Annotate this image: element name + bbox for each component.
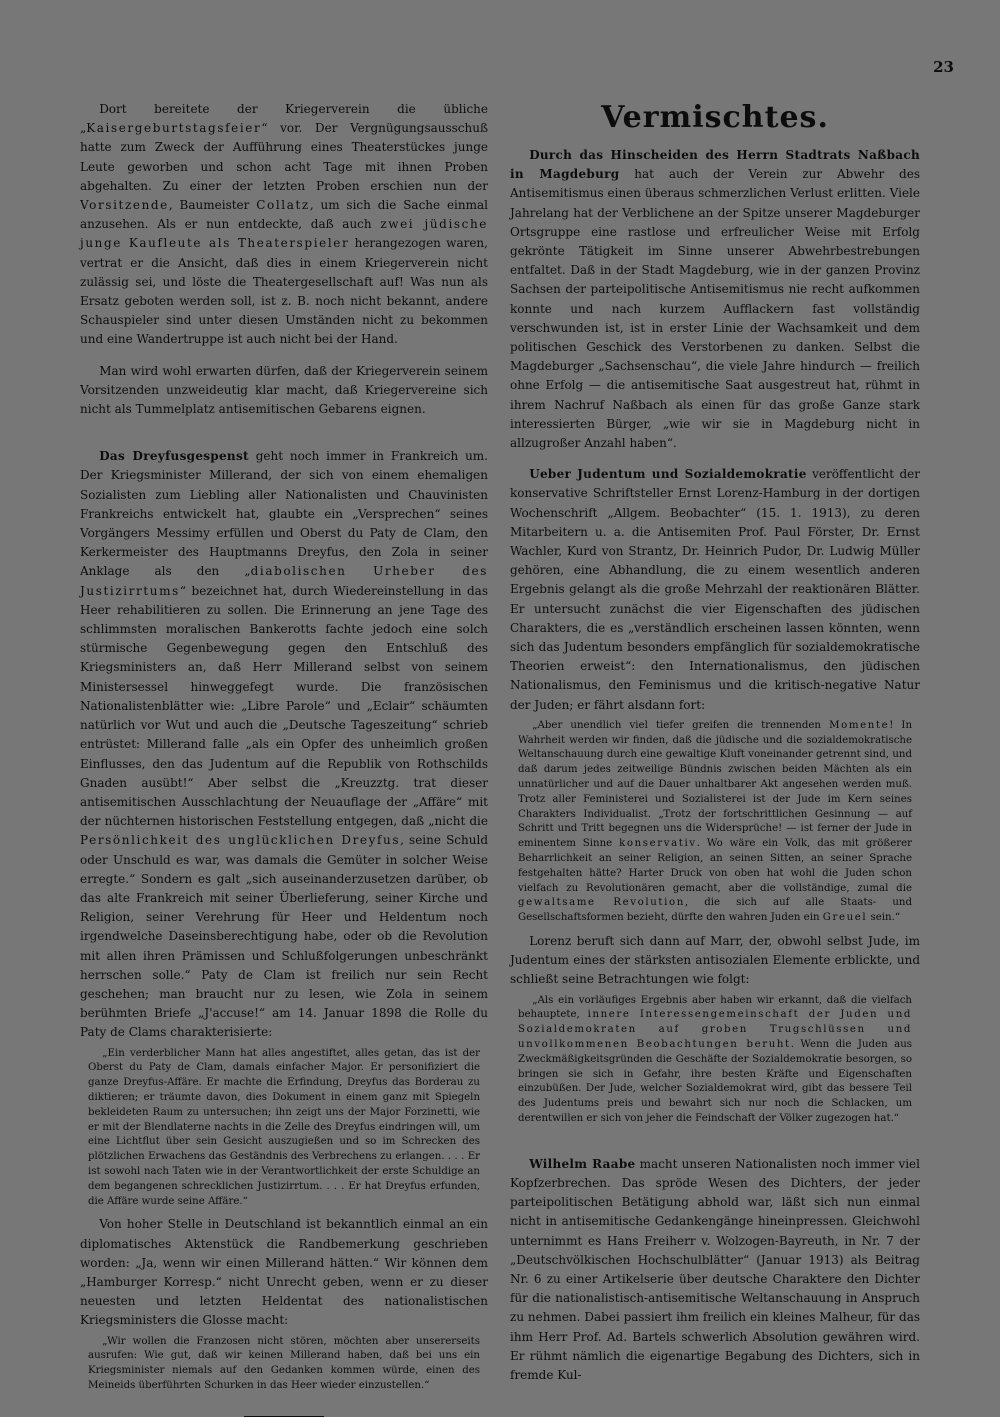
- emphasis-run: Greuel: [822, 912, 868, 924]
- text-run: , um sich die Sache einmal anzusehen. Als er nun entdeckte, daß auch: [80, 198, 488, 232]
- quote-lorenz-2: [518, 994, 912, 1127]
- emphasis-run: diabolischen Urheber des Justizirrtums: [80, 564, 489, 598]
- article-lead: Das Dreyfusgespenst: [99, 449, 249, 464]
- text-run: hat auch der Verein zur Abwehr des Antisemitismus einen überaus schmerzlichen Verlust erlitten. Viele Jahrelang hat der Verblichene an der Spitze unserer Magdeburger Ortsgruppe eine rastlose und erfreulicher Weise mit Erfolg gekrönte Tätigkeit im Sinne unserer Abwehrbestrebungen entfaltet. Daß in der Stadt Magdeburg, wie in der ganzen Provinz Sachsen der parteipolitische Antisemitismus nie recht aufkommen konnte und nach kurzem Aufflackern fast vollständig verschwunden ist, ist in erster Linie der Wachsamkeit und dem politischen Geschick des Verstorbenen zu danken. Selbst die Magdeburger „Sachsenschau“, die viele Jahre hindurch — freilich ohne Erfolg — die antisemitische Saat ausgestreut hat, rühmt in ihrem Nachruf Naßbach als einen für das große Ganze stark interessierten Bürger, „wie wir sie in Magdeburg nicht in allzugroßer Anzahl haben“.: [510, 167, 920, 451]
- paragraph-krieger-verein-conclusion: Man wird wohl erwarten dürfen, daß der Kriegerverein seinem Vorsitzenden unzweideutig klar macht, daß Kriegervereine sich nicht als Tummelplatz antisemitischen Gebarens eignen.: [80, 363, 488, 417]
- text-run: „Aber unendlich viel tiefer greifen die trennenden: [532, 719, 830, 731]
- emphasis-run: konservativ: [619, 838, 697, 850]
- paragraph-millerand: Von hoher Stelle in Deutschland ist bekanntlich einmal an ein diplomatisches Aktenstück die Randbemerkung geschrieben worden: „Ja, wenn wir einen Millerand hätten.“ Wir können dem „Hamburger Korresp.“ nicht Unrecht geben, wenn er zu dieser neuesten und letzten Heldentat des nationalistischen Kriegsministers die Glosse macht:: [80, 1217, 488, 1328]
- text-run: ! In Wahrheit werden wir finden, daß die jüdische und die sozialdemokratische Weltanschauung durch eine gewaltige Kluft voneinander getrennt sind, und daß darum jedes zeitweilige Bündnis zwischen beiden Mächten als ein unnatürlicher und auf die Dauer unhaltbarer Akt angesehen werden muß. Trotz aller Feministerei und Sozialisterei ist der Jude im Kern seines Charakters Individualist. „Trotz der fortschrittlichen Gesinnung — auf Schritt und Tritt begegnen uns die Widersprüche! — ist ferner der Jude in eminentem Sinne: [518, 719, 912, 850]
- text-run: veröffentlicht der konservative Schriftsteller Ernst Lorenz-Hamburg in der dortigen Wochenschrift „Allgem. Beobachter“ (15. 1. 1913), zu deren Mitarbeitern u. a. die Antisemiten Prof. Paul Förster, Dr. Ernst Wachler, Kurd von Strantz, Dr. Heinrich Pudor, Dr. Ludwig Müller gehören, eine Abhandlung, die zu einem wesentlich anderen Ergebnis gelangt als die große Mehrzahl der reaktionären Blätter. Er untersucht zunächst die vier Eigenschaften des jüdischen Charakters, die es „verständlich erscheinen lassen könnten, wenn sich das Judentum besonders empfänglich für sozialdemokratische Theorien erweist“: den Internationalismus, den jüdischen Nationalismus, den Feminismus und die kritisch-negative Natur der Juden; er fährt alsdann fort:: [510, 467, 920, 712]
- text-run: Dort bereitete der Kriegerverein die übliche „: [80, 102, 488, 136]
- text-run: „Als ein vorläufiges Ergebnis aber haben wir erkannt, daß die vielfach behauptete,: [518, 994, 912, 1021]
- paragraph-krieger-verein: [80, 100, 488, 350]
- text-run: herangezogen waren, vertrat er die Ansicht, daß dies in einem Kriegerverein nicht zulässig sei, und löste die Theatergesellschaft auf! Was nun als Ersatz geboten werden soll, ist z. B. noch nicht bekannt, andere Schauspieler sind unter diesen Umständen nicht zu bekommen und eine Wandertruppe ist auch nicht bei der Hand.: [80, 236, 488, 347]
- quote-zola: „Ein verderblicher Mann hat alles angestiftet, alles getan, das ist der Oberst du Paty de Clam, damals einfacher Major. Er personifiziert die ganze Dreyfus-Affäre. Er machte die Erfindung, Dreyfus das Borderau zu diktieren; er träumte davon, dies Dokument in einem ganz mit Spiegeln bekleideten Raum zu untersuchen; ihn zeigt uns der Major Forzinetti, wie er mit der Blendlaterne nachts in die Zelle des Dreyfus eindringen will, um eine Lichtflut über sein Gesicht auszugießen und so im Schrecken des plötzlichen Erwachens das Geständnis des Verbrechens zu erlangen. . . . Er ist sowohl nach Taten wie in der Verantwortlichkeit der erste Schuldige an dem begangenen schrecklichen Justizirrtum. . . . Er hat Dreyfus erfunden, die Affäre wurde seine Affäre.“: [88, 1047, 480, 1207]
- article-lead: Wilhelm Raabe: [529, 1156, 636, 1171]
- text-run: “ bezeichnet hat, durch Wiedereinstellung in das Heer rehabilitieren zu sollen. Die Erinnerung an jene Tage des schlimmsten moralischen Bankerotts fachte jedoch eine solch stürmische Gegenbewegung gegen den Entschluß des Kriegsministers an, daß Herr Millerand selbst von seinem Ministersessel hinweggefegt wurde. Die französischen Nationalistenblätter wie: „Libre Parole“ und „Eclair“ schäumten natürlich vor Wut und auch die „Deutsche Tageszeitung“ schrieb entrüstet: Millerand falle „als ein Opfer des unheimlich großen Einflusses, den das Judentum auf die Republik von Rothschilds Gnaden ausübt!“ Aber selbst die „Kreuzztg. trat dieser antisemitischen Ausschlachtung der Neuauflage der „Affäre“ mit der nüchternen historischen Feststellung entgegen, daß „nicht die: [80, 583, 488, 829]
- emphasis-run: Vorsitzende: [80, 198, 169, 213]
- paragraph-judentum-sozialdemokratie: [510, 465, 920, 715]
- text-run: macht unseren Nationalisten noch immer viel Kopfzerbrechen. Das spröde Wesen des Dichters, der jeder parteipolitischen Betätigung abhold war, läßt sich nun einmal nicht in antisemitische Gedankengänge hineinpressen. Gleichwohl unternimmt es Hans Freiherr v. Wolzogen-Bayreuth, in Nr. 7 der „Deutschvölkischen Hochschulblätter“ (Januar 1913) als Beitrag Nr. 6 zu einer Artikelserie über deutsche Charaktere den Dichter für die nationalistisch-antisemitische Weltanschauung in Anspruch zu nehmen. Dabei passiert ihm freilich ein kleines Malheur, für das ihm Herr Prof. Ad. Bartels schwerlich Absolution gewähren wird. Er rühmt nämlich die eigenartige Begabung des Dichters, sich in fremde Kul-: [510, 1156, 920, 1383]
- paragraph-raabe: [510, 1155, 920, 1385]
- emphasis-run: Persönlichkeit des unglücklichen Dreyfus: [80, 833, 401, 848]
- text-run: . Wo wäre ein Volk, das mit größerer Beharrlichkeit an seiner Religion, an seinen Sitten, an seiner Sprache festgehalten hätte? Harter Druck von oben hat wohl die Juden schon vielfach zu Revolutionären gemacht, aber die vollständige, zumal die: [518, 838, 913, 894]
- emphasis-run: gewaltsame Revolution: [518, 897, 685, 909]
- emphasis-run: zwei jüdische junge Kaufleute als Theaterspieler: [80, 217, 488, 251]
- right-column: [510, 100, 920, 1383]
- emphasis-run: Collatz: [256, 198, 310, 213]
- text-run: sein.“: [867, 912, 901, 924]
- emphasis-run: innere Interessengemeinschaft der Juden und Sozialdemokraten auf groben Trugschlüssen und unvollkommenen Beobachtungen beruht: [518, 1009, 912, 1051]
- article-lead: Ueber Judentum und Sozialdemokratie: [529, 467, 807, 482]
- paragraph-dreyfus: [80, 447, 488, 1042]
- text-run: , die sich auf alle Staats- und Gesellschaftsformen bezieht, dürfte den wahren Juden ein: [518, 897, 912, 924]
- text-run: , seine Schuld oder Unschuld es war, was damals die Gemüter in solcher Weise erregte.“ Sondern es galt „sich auseinanderzusetzen darüber, ob das alte Frankreich mit seiner Überlieferung, seiner Kirche und Religion, seiner Verehrung für Heer und Heldentum noch irgendwelche Daseinsberechtigung habe, oder ob die Revolution mit allen ihren Prämissen und Schlußfolgerungen unbeschränkt herrschen solle.“ Paty de Clam ist freilich nur sein Recht geschehen; man braucht nur zu lesen, wie Zola in seinem berühmten Briefe „J'accuse!“ am 14. Januar 1898 die Rolle du Paty de Clams charakterisierte:: [80, 833, 488, 1040]
- quote-hamburger-korresp: „Wir wollen die Franzosen nicht stören, möchten aber unsererseits ausrufen: Wie gut, daß wir keinen Millerand haben, daß bei uns ein Kriegsminister niemals auf den Gedanken kommen würde, einen des Meineids überführten Schurken in das Heer wieder einzustellen.“: [88, 1335, 480, 1391]
- paragraph-lorenz-marr: Lorenz beruft sich dann auf Marr, der, obwohl selbst Jude, im Judentum eines der stärksten antisozialen Elemente erblickte, und schließt seine Betrachtungen wie folgt:: [510, 934, 920, 987]
- text-run: . Wenn die Juden aus Zweckmäßigkeitsgründen die Geschäfte der Sozialdemokratie besorgen, so bringen sie sich in Gefahr, ihre besten Kräfte und Eigenschaften einzubüßen. Der Jude, welcher Sozialdemokrat wird, gibt das bessere Teil des Judentums preis und bewahrt sich nur noch die Schlacken, um derentwillen er sich von jeher die Feindschaft der Völker zugezogen hat.“: [518, 1039, 912, 1125]
- left-column: [80, 100, 489, 1391]
- emphasis-run: Kaisergeburtstagsfeier: [86, 121, 262, 136]
- emphasis-run: Momente: [829, 719, 890, 731]
- page-number: 23: [933, 58, 954, 76]
- section-heading: Vermischtes.: [601, 100, 829, 135]
- text-run: “ vor. Der Vergnügungsausschuß hatte zum Zweck der Aufführung eines Theaterstückes junge Leute geworben und schon acht Tage mit ihnen Proben abgehalten. Zu einer der letzten Proben erschien nun der: [80, 121, 488, 193]
- article-lead: Durch das Hinscheiden des Herrn Stadtrats Naßbach in Magdeburg: [510, 148, 920, 182]
- text-run: geht noch immer in Frankreich um. Der Kriegsminister Millerand, der sich von einem ehemaligen Sozialisten zum Liebling aller Nationalisten und Chauvinisten Frankreichs entwickelt hat, glaubte ein „Versprechen“ seines Vorgängers Messimy erfüllen und Oberst du Paty de Clam, den Kerkermeister des Hauptmanns Dreyfus, den Zola in seiner Anklage als den „: [80, 449, 489, 579]
- quote-lorenz-1: [518, 719, 912, 926]
- text-run: , Baumeister: [168, 198, 257, 213]
- paragraph-nassbach: [510, 146, 920, 453]
